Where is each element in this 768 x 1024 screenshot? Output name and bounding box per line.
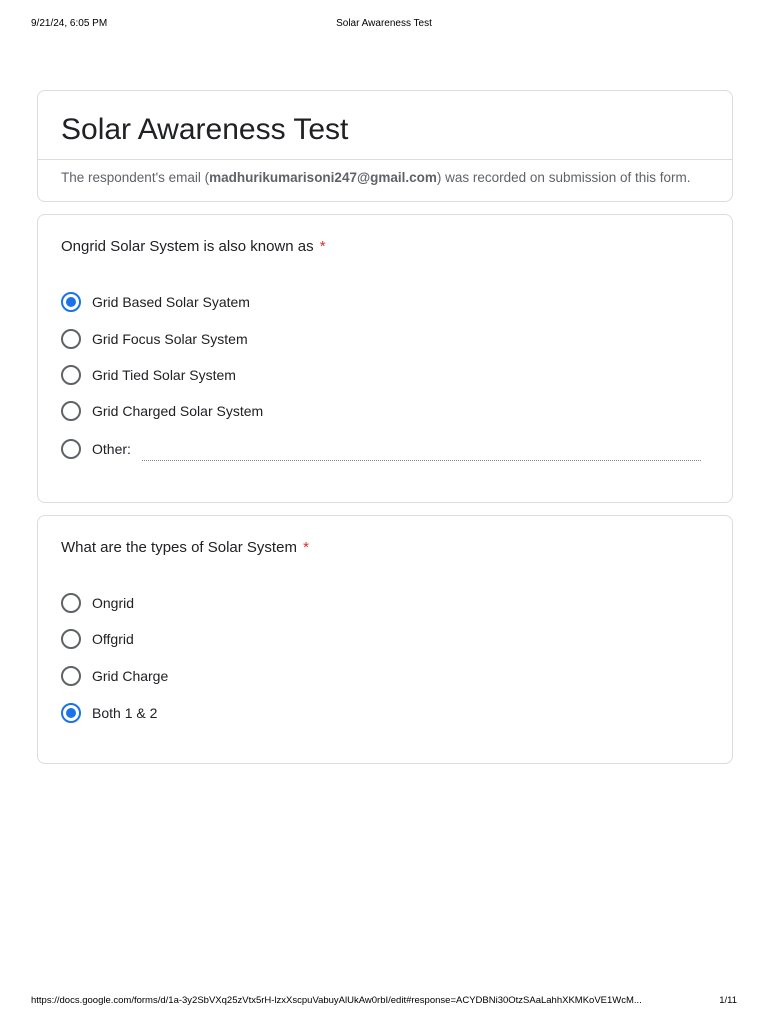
- question-title: [61, 238, 326, 255]
- print-footer: [31, 995, 737, 1009]
- header-divider: [38, 159, 732, 160]
- option-grid-based[interactable]: [61, 291, 250, 313]
- page-number: 1/11: [719, 995, 737, 1006]
- question-card-1: [37, 214, 733, 503]
- question-text: What are the types of Solar System: [61, 539, 297, 556]
- option-label: Grid Charge: [92, 668, 169, 684]
- option-grid-focus[interactable]: [61, 328, 248, 350]
- option-grid-tied[interactable]: [61, 364, 236, 386]
- radio-checked-icon[interactable]: [61, 292, 81, 312]
- respondent-email-notice: [61, 170, 691, 185]
- email-suffix: ) was recorded on submission of this form.: [436, 170, 691, 185]
- option-label: Both 1 & 2: [92, 705, 158, 721]
- required-asterisk: *: [303, 539, 309, 556]
- print-header: [31, 18, 737, 32]
- option-label: Grid Charged Solar System: [92, 403, 264, 419]
- option-label: Ongrid: [92, 595, 135, 611]
- option-label: Offgrid: [92, 631, 134, 647]
- option-label: Grid Focus Solar System: [92, 331, 248, 347]
- question-title: [61, 539, 309, 556]
- radio-checked-icon[interactable]: [61, 703, 81, 723]
- radio-unchecked-icon[interactable]: [61, 629, 81, 649]
- option-ongrid[interactable]: [61, 592, 134, 614]
- option-offgrid[interactable]: [61, 628, 134, 650]
- radio-unchecked-icon[interactable]: [61, 401, 81, 421]
- respondent-email: madhurikumarisoni247@gmail.com: [209, 170, 437, 185]
- radio-unchecked-icon[interactable]: [61, 439, 81, 459]
- question-card-2: [37, 515, 733, 764]
- option-grid-charge[interactable]: [61, 665, 168, 687]
- option-label: Grid Tied Solar System: [92, 367, 236, 383]
- option-both-1-2[interactable]: [61, 702, 157, 724]
- form-title: Solar Awareness Test: [61, 113, 349, 146]
- question-text: Ongrid Solar System is also known as: [61, 238, 314, 255]
- radio-unchecked-icon[interactable]: [61, 329, 81, 349]
- radio-unchecked-icon[interactable]: [61, 593, 81, 613]
- option-grid-charged[interactable]: [61, 400, 263, 422]
- email-prefix: The respondent's email (: [61, 170, 210, 185]
- form-header-card: [37, 90, 733, 202]
- radio-unchecked-icon[interactable]: [61, 666, 81, 686]
- print-url: https://docs.google.com/forms/d/1a-3y2SbVXq25zVtx5rH-lzxXscpuVabuyAlUkAw0rbI/edit#response=ACYDBNi30OtzSAaLahhXKMKoVE1WcM...: [31, 995, 642, 1006]
- print-date: 9/21/24, 6:05 PM: [31, 18, 108, 29]
- option-other[interactable]: [61, 438, 131, 460]
- other-text-input[interactable]: [142, 460, 701, 461]
- radio-unchecked-icon[interactable]: [61, 365, 81, 385]
- required-asterisk: *: [319, 238, 326, 255]
- option-label: Other:: [92, 441, 131, 457]
- option-label: Grid Based Solar Syatem: [92, 294, 250, 310]
- print-title: Solar Awareness Test: [336, 18, 432, 29]
